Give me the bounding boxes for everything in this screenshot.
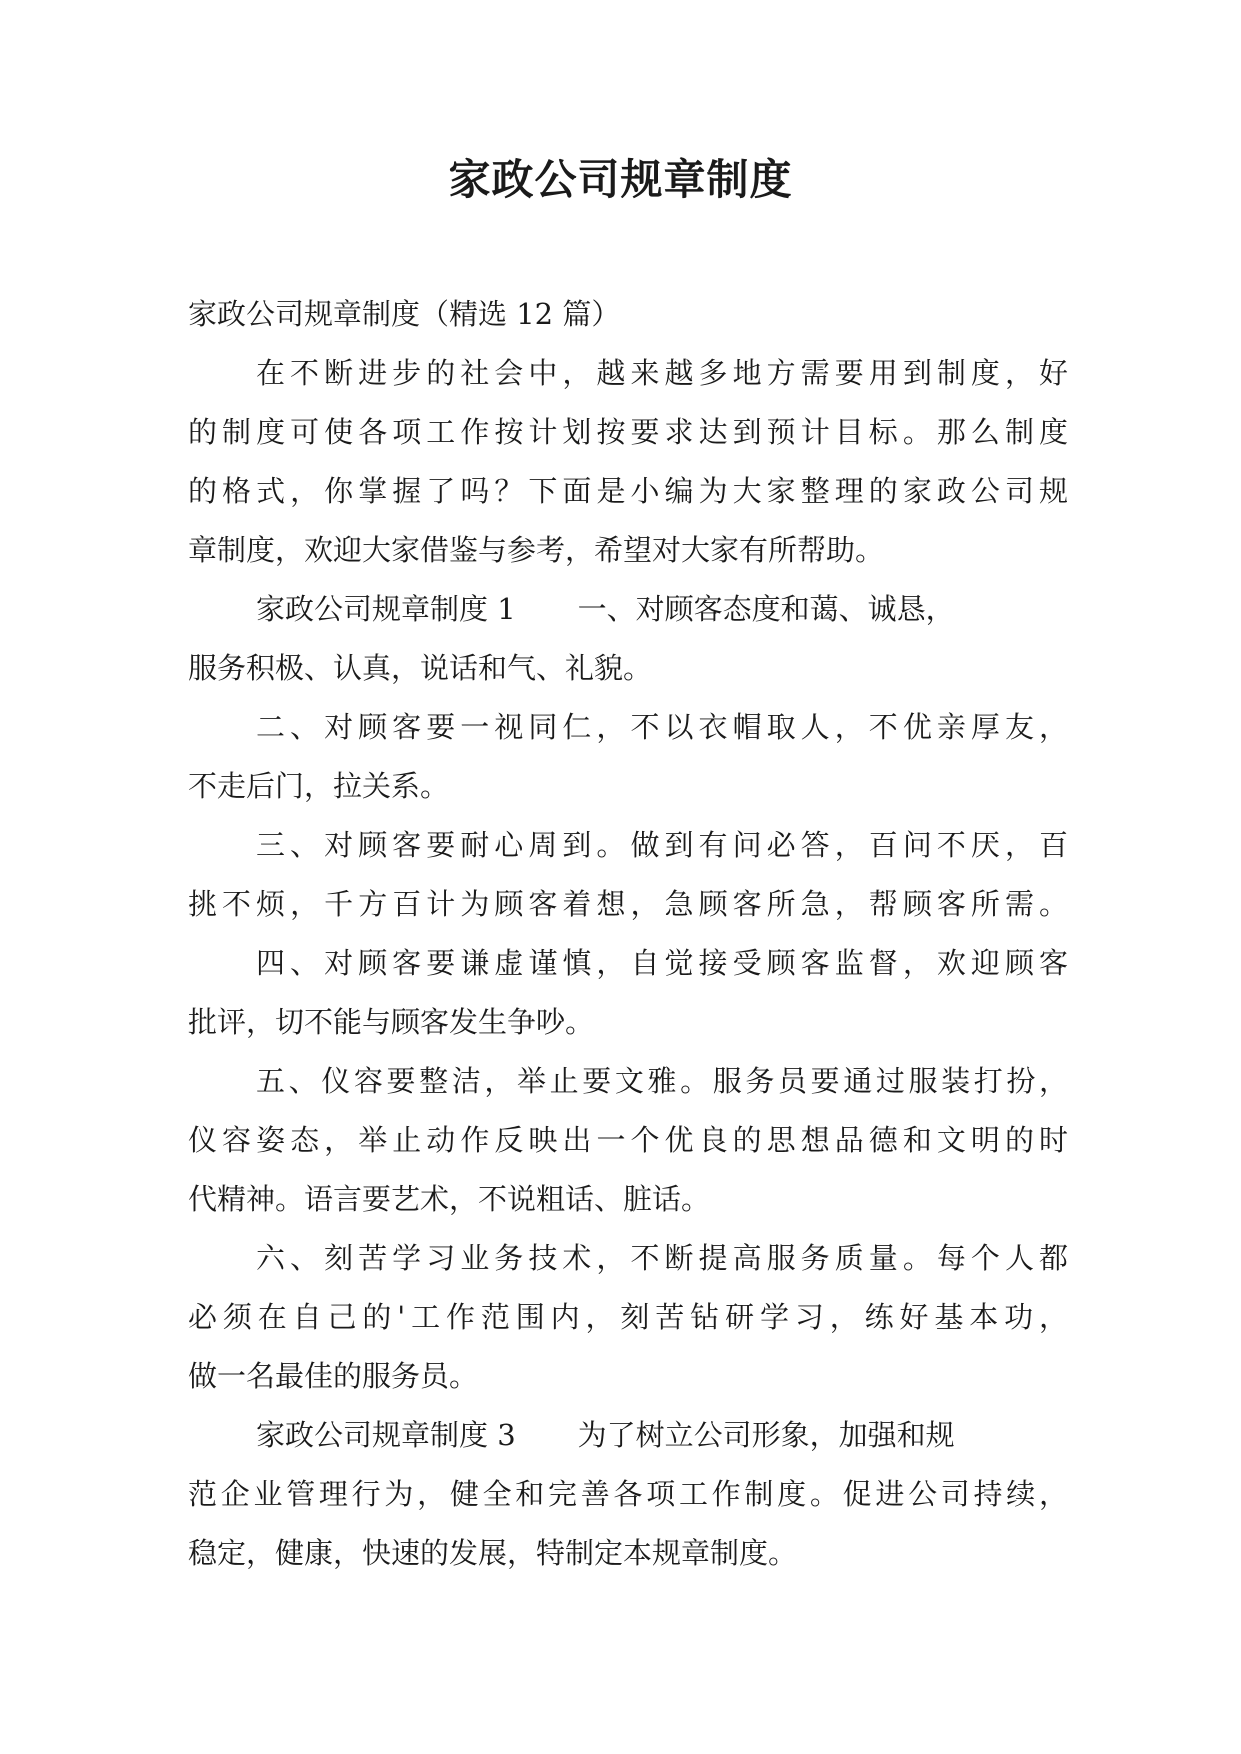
text-line: 的格式，你掌握了吗？下面是小编为大家整理的家政公司规	[188, 474, 1068, 508]
document-body	[188, 285, 1068, 1583]
text-line: 的制度可使各项工作按计划按要求达到预计目标。那么制度	[188, 415, 1068, 449]
text-line: 稳定，健康，快速的发展，特制定本规章制度。	[188, 1536, 798, 1570]
text-line: 在不断进步的社会中，越来越多地方需要用到制度，好	[256, 356, 1068, 390]
section-heading: 家政公司规章制度 3	[256, 1418, 516, 1452]
section-text: 一、对顾客态度和蔼、诚恳，	[577, 592, 955, 626]
text-line: 二、对顾客要一视同仁，不以衣帽取人，不优亲厚友，	[256, 710, 1068, 744]
document-title: 家政公司规章制度	[448, 155, 793, 204]
document-subtitle: 家政公司规章制度（精选 12 篇）	[188, 297, 621, 331]
text-line: 必须在自己的'工作范围内，刻苦钻研学习，练好基本功，	[188, 1300, 1068, 1334]
text-line: 仪容姿态，举止动作反映出一个优良的思想品德和文明的时	[188, 1123, 1068, 1157]
section-text: 为了树立公司形象，加强和规	[577, 1418, 955, 1452]
section-line	[188, 1406, 1068, 1465]
text-line: 挑不烦，千方百计为顾客着想，急顾客所急，帮顾客所需。	[188, 887, 1068, 921]
text-line: 服务积极、认真，说话和气、礼貌。	[188, 651, 653, 685]
text-line: 三、对顾客要耐心周到。做到有问必答，百问不厌，百	[256, 828, 1068, 862]
text-line: 六、刻苦学习业务技术，不断提高服务质量。每个人都	[256, 1241, 1068, 1275]
section-heading: 家政公司规章制度 1	[256, 592, 516, 626]
text-line: 五、仪容要整洁，举止要文雅。服务员要通过服装打扮，	[256, 1064, 1068, 1098]
text-line: 章制度，欢迎大家借鉴与参考，希望对大家有所帮助。	[188, 533, 885, 567]
section-line	[188, 580, 1068, 639]
text-line: 做一名最佳的服务员。	[188, 1359, 479, 1393]
text-line: 代精神。语言要艺术，不说粗话、脏话。	[188, 1182, 711, 1216]
text-line: 四、对顾客要谦虚谨慎，自觉接受顾客监督，欢迎顾客	[256, 946, 1068, 980]
text-line: 批评，切不能与顾客发生争吵。	[188, 1005, 595, 1039]
text-line: 范企业管理行为，健全和完善各项工作制度。促进公司持续，	[188, 1477, 1068, 1511]
text-line: 不走后门，拉关系。	[188, 769, 450, 803]
